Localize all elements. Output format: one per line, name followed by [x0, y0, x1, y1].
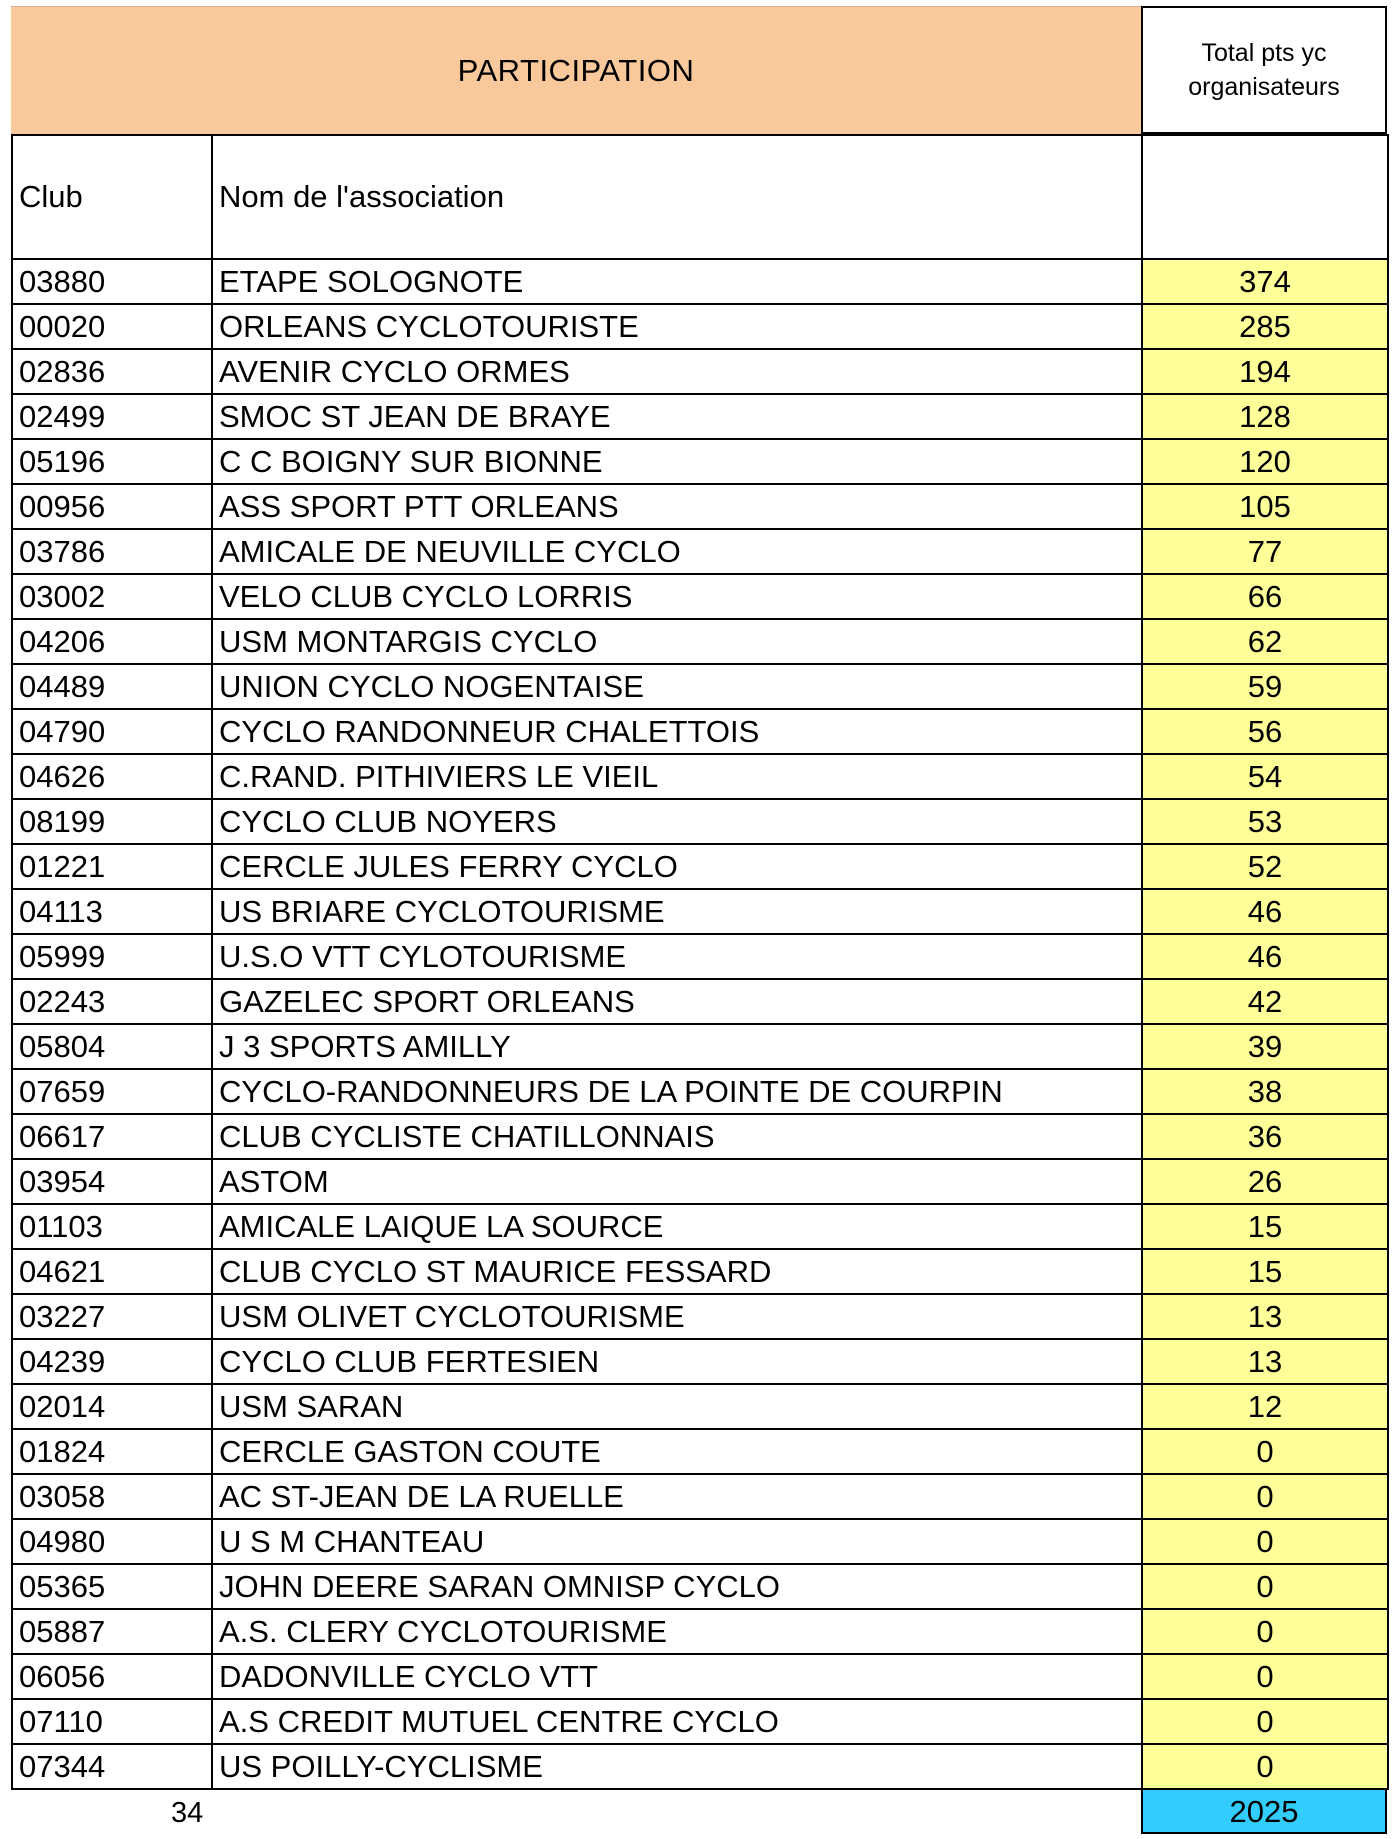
table-row	[12, 529, 1388, 574]
association-name-cell: UNION CYCLO NOGENTAISE	[212, 664, 1142, 709]
points-cell: 0	[1142, 1744, 1388, 1789]
club-code-cell: 00020	[12, 304, 212, 349]
club-code-cell: 02499	[12, 394, 212, 439]
points-cell: 128	[1142, 394, 1388, 439]
table-row	[12, 1069, 1388, 1114]
points-cell: 0	[1142, 1699, 1388, 1744]
table-row	[12, 1654, 1388, 1699]
points-cell: 62	[1142, 619, 1388, 664]
club-code-cell: 05196	[12, 439, 212, 484]
club-code-cell: 04790	[12, 709, 212, 754]
club-code-cell: 03058	[12, 1474, 212, 1519]
table-row	[12, 1114, 1388, 1159]
association-name-cell: CLUB CYCLO ST MAURICE FESSARD	[212, 1249, 1142, 1294]
table-row	[12, 1339, 1388, 1384]
total-points-label-line2: organisateurs	[1188, 73, 1340, 101]
points-cell: 66	[1142, 574, 1388, 619]
association-name-cell: CERCLE JULES FERRY CYCLO	[212, 844, 1142, 889]
points-cell: 52	[1142, 844, 1388, 889]
total-points-header	[1141, 6, 1387, 134]
table-row	[12, 844, 1388, 889]
association-name-cell: AMICALE DE NEUVILLE CYCLO	[212, 529, 1142, 574]
association-name-cell: USM OLIVET CYCLOTOURISME	[212, 1294, 1142, 1339]
association-name-cell: CYCLO CLUB FERTESIEN	[212, 1339, 1142, 1384]
points-cell: 13	[1142, 1339, 1388, 1384]
table-row	[12, 1474, 1388, 1519]
association-name-cell: A.S. CLERY CYCLOTOURISME	[212, 1609, 1142, 1654]
points-cell: 42	[1142, 979, 1388, 1024]
participation-title: PARTICIPATION	[11, 6, 1141, 134]
points-cell: 46	[1142, 934, 1388, 979]
points-cell: 194	[1142, 349, 1388, 394]
name-column-header: Nom de l'association	[212, 135, 1142, 259]
club-code-cell: 00956	[12, 484, 212, 529]
points-cell: 13	[1142, 1294, 1388, 1339]
club-code-cell: 05887	[12, 1609, 212, 1654]
association-name-cell: AVENIR CYCLO ORMES	[212, 349, 1142, 394]
table-row	[12, 709, 1388, 754]
points-cell: 120	[1142, 439, 1388, 484]
club-code-cell: 05804	[12, 1024, 212, 1069]
participation-table	[11, 134, 1389, 1790]
association-name-cell: ETAPE SOLOGNOTE	[212, 259, 1142, 304]
points-cell: 15	[1142, 1204, 1388, 1249]
club-code-cell: 02243	[12, 979, 212, 1024]
header-row	[11, 6, 1387, 134]
club-code-cell: 07110	[12, 1699, 212, 1744]
table-row	[12, 484, 1388, 529]
club-code-cell: 04113	[12, 889, 212, 934]
table-row	[12, 1564, 1388, 1609]
points-cell: 0	[1142, 1429, 1388, 1474]
table-row	[12, 799, 1388, 844]
club-code-cell: 02836	[12, 349, 212, 394]
points-cell: 54	[1142, 754, 1388, 799]
table-row	[12, 619, 1388, 664]
table-row	[12, 1429, 1388, 1474]
association-name-cell: C.RAND. PITHIVIERS LE VIEIL	[212, 754, 1142, 799]
association-name-cell: U S M CHANTEAU	[212, 1519, 1142, 1564]
club-count: 34	[171, 1797, 204, 1829]
association-name-cell: GAZELEC SPORT ORLEANS	[212, 979, 1142, 1024]
association-name-cell: AMICALE LAIQUE LA SOURCE	[212, 1204, 1142, 1249]
association-name-cell: USM SARAN	[212, 1384, 1142, 1429]
table-row	[12, 574, 1388, 619]
points-cell: 105	[1142, 484, 1388, 529]
club-code-cell: 04206	[12, 619, 212, 664]
column-header-row	[12, 135, 1388, 259]
points-cell: 77	[1142, 529, 1388, 574]
table-row	[12, 1024, 1388, 1069]
association-name-cell: US POILLY-CYCLISME	[212, 1744, 1142, 1789]
club-code-cell: 05999	[12, 934, 212, 979]
association-name-cell: USM MONTARGIS CYCLO	[212, 619, 1142, 664]
points-cell: 56	[1142, 709, 1388, 754]
table-row	[12, 754, 1388, 799]
table-row	[12, 1204, 1388, 1249]
points-cell: 0	[1142, 1609, 1388, 1654]
table-row	[12, 1384, 1388, 1429]
association-name-cell: C C BOIGNY SUR BIONNE	[212, 439, 1142, 484]
points-cell: 0	[1142, 1564, 1388, 1609]
association-name-cell: CYCLO-RANDONNEURS DE LA POINTE DE COURPIN	[212, 1069, 1142, 1114]
club-code-cell: 04239	[12, 1339, 212, 1384]
association-name-cell: SMOC ST JEAN DE BRAYE	[212, 394, 1142, 439]
club-code-cell: 07344	[12, 1744, 212, 1789]
club-code-cell: 03227	[12, 1294, 212, 1339]
association-name-cell: CLUB CYCLISTE CHATILLONNAIS	[212, 1114, 1142, 1159]
table-row	[12, 1249, 1388, 1294]
table-row	[12, 304, 1388, 349]
points-cell: 26	[1142, 1159, 1388, 1204]
association-name-cell: DADONVILLE CYCLO VTT	[212, 1654, 1142, 1699]
club-code-cell: 04626	[12, 754, 212, 799]
points-cell: 0	[1142, 1519, 1388, 1564]
club-code-cell: 07659	[12, 1069, 212, 1114]
association-name-cell: ORLEANS CYCLOTOURISTE	[212, 304, 1142, 349]
total-points-label-line1: Total pts yc	[1201, 39, 1327, 67]
table-row	[12, 1609, 1388, 1654]
association-name-cell: J 3 SPORTS AMILLY	[212, 1024, 1142, 1069]
club-code-cell: 06056	[12, 1654, 212, 1699]
table-row	[12, 349, 1388, 394]
table-row	[12, 1519, 1388, 1564]
total-column-header-empty	[1142, 135, 1388, 259]
club-code-cell: 06617	[12, 1114, 212, 1159]
club-code-cell: 03880	[12, 259, 212, 304]
points-cell: 374	[1142, 259, 1388, 304]
table-row	[12, 664, 1388, 709]
points-cell: 38	[1142, 1069, 1388, 1114]
club-code-cell: 04621	[12, 1249, 212, 1294]
club-code-cell: 08199	[12, 799, 212, 844]
points-cell: 53	[1142, 799, 1388, 844]
association-name-cell: VELO CLUB CYCLO LORRIS	[212, 574, 1142, 619]
table-row	[12, 889, 1388, 934]
club-code-cell: 02014	[12, 1384, 212, 1429]
points-cell: 0	[1142, 1654, 1388, 1699]
spreadsheet	[11, 6, 1387, 1834]
points-cell: 15	[1142, 1249, 1388, 1294]
points-cell: 285	[1142, 304, 1388, 349]
points-cell: 0	[1142, 1474, 1388, 1519]
points-cell: 12	[1142, 1384, 1388, 1429]
table-row	[12, 1699, 1388, 1744]
table-row	[12, 259, 1388, 304]
association-name-cell: JOHN DEERE SARAN OMNISP CYCLO	[212, 1564, 1142, 1609]
points-cell: 39	[1142, 1024, 1388, 1069]
association-name-cell: US BRIARE CYCLOTOURISME	[212, 889, 1142, 934]
association-name-cell: U.S.O VTT CYLOTOURISME	[212, 934, 1142, 979]
club-code-cell: 03786	[12, 529, 212, 574]
association-name-cell: CYCLO CLUB NOYERS	[212, 799, 1142, 844]
table-row	[12, 1159, 1388, 1204]
points-cell: 36	[1142, 1114, 1388, 1159]
points-cell: 59	[1142, 664, 1388, 709]
club-code-cell: 05365	[12, 1564, 212, 1609]
points-cell: 46	[1142, 889, 1388, 934]
association-name-cell: AC ST-JEAN DE LA RUELLE	[212, 1474, 1142, 1519]
association-name-cell: CYCLO RANDONNEUR CHALETTOIS	[212, 709, 1142, 754]
association-name-cell: ASS SPORT PTT ORLEANS	[212, 484, 1142, 529]
club-code-cell: 04489	[12, 664, 212, 709]
club-code-cell: 03002	[12, 574, 212, 619]
grand-total: 2025	[1141, 1790, 1387, 1834]
club-code-cell: 04980	[12, 1519, 212, 1564]
table-row	[12, 979, 1388, 1024]
association-name-cell: CERCLE GASTON COUTE	[212, 1429, 1142, 1474]
table-row	[12, 394, 1388, 439]
club-code-cell: 01103	[12, 1204, 212, 1249]
club-column-header: Club	[12, 135, 212, 259]
table-row	[12, 934, 1388, 979]
club-code-cell: 01824	[12, 1429, 212, 1474]
footer-row	[11, 1790, 1387, 1834]
club-code-cell: 03954	[12, 1159, 212, 1204]
table-row	[12, 1744, 1388, 1789]
association-name-cell: A.S CREDIT MUTUEL CENTRE CYCLO	[212, 1699, 1142, 1744]
table-row	[12, 439, 1388, 484]
club-code-cell: 01221	[12, 844, 212, 889]
table-row	[12, 1294, 1388, 1339]
association-name-cell: ASTOM	[212, 1159, 1142, 1204]
